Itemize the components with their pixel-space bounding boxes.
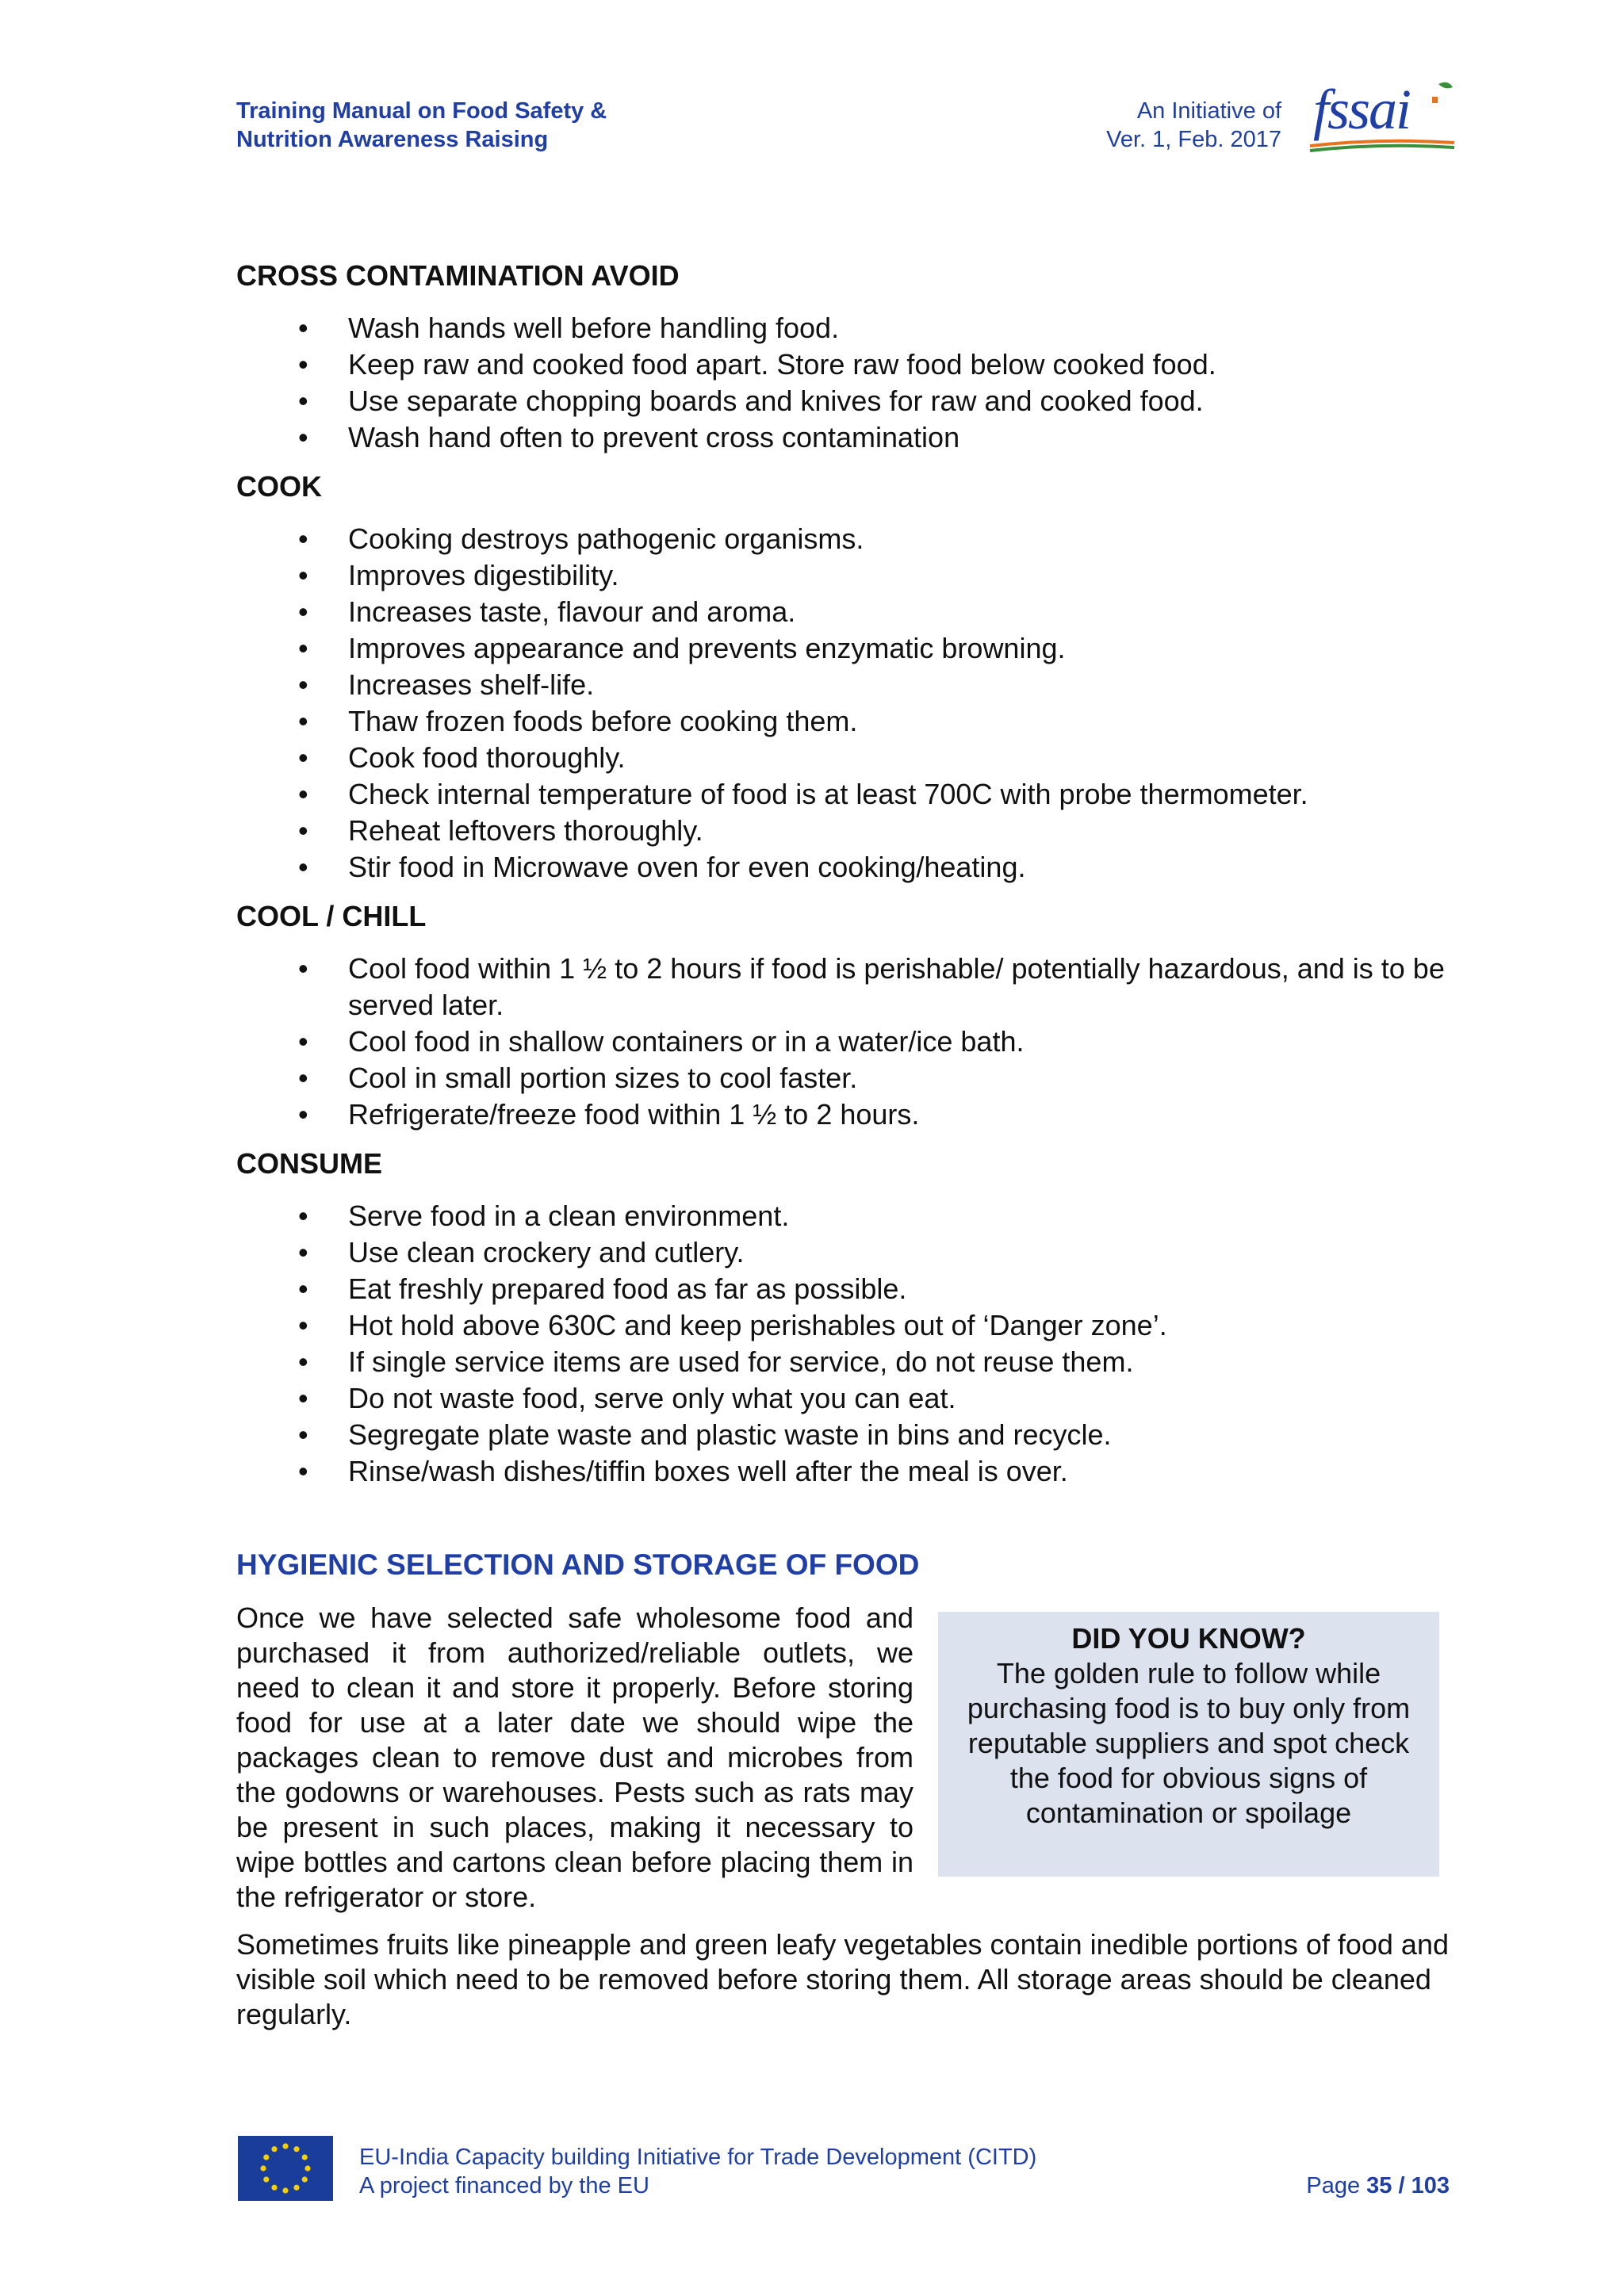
hygienic-paragraph-2: Sometimes fruits like pineapple and green leafy vegetables contain inedible portions of food and visible soil which need to be removed before storing them. All storage areas should be cleaned regularly.	[236, 1928, 1449, 2030]
list-item: • If single service items are used for service, do not reuse them.	[236, 1344, 1450, 1380]
header-title-line2: Nutrition Awareness Raising	[236, 127, 549, 152]
fssai-logo	[1307, 79, 1457, 155]
eu-star	[293, 2185, 299, 2191]
eu-star	[271, 2146, 277, 2152]
list-item: • Cool food in shallow containers or in a water/ice bath.	[236, 1024, 1450, 1060]
list-item: • Improves digestibility.	[236, 557, 1450, 594]
list-item: • Cooking destroys pathogenic organisms.	[236, 521, 1450, 557]
eu-flag-icon	[238, 2136, 333, 2201]
eu-star	[263, 2154, 269, 2160]
list-item: • Rinse/wash dishes/tiffin boxes well after the meal is over.	[236, 1453, 1450, 1490]
eu-star	[282, 2143, 288, 2149]
section-title-cool-chill: COOL / CHILL	[236, 900, 427, 932]
did-you-know-callout	[938, 1612, 1439, 1877]
header-title	[236, 97, 607, 154]
section-title-hygienic-selection: HYGIENIC SELECTION AND STORAGE OF FOOD	[236, 1548, 920, 1581]
did-you-know-title: DID YOU KNOW?	[1071, 1622, 1306, 1655]
eu-star	[293, 2146, 299, 2152]
section-title-cross-contamination: CROSS CONTAMINATION AVOID	[236, 259, 680, 292]
list-item: • Thaw frozen foods before cooking them.	[236, 703, 1450, 740]
did-you-know-text: The golden rule to follow while purchasing food is to buy only from reputable suppliers and spot check the food for obvious signs of contamination or spoilage	[967, 1657, 1411, 1829]
header-title-line1: Training Manual on Food Safety &	[236, 98, 607, 124]
list-item: • Keep raw and cooked food apart. Store raw food below cooked food.	[236, 346, 1450, 383]
page-count: 35 / 103	[1366, 2173, 1450, 2198]
list-item: • Serve food in a clean environment.	[236, 1198, 1450, 1234]
list-item: • Check internal temperature of food is at least 700C with probe thermometer.	[236, 776, 1450, 813]
footer-line1: EU-India Capacity building Initiative for Trade Development (CITD)	[359, 2145, 1037, 2170]
main-content	[236, 258, 1450, 1490]
list-consume	[236, 1198, 1450, 1490]
eu-star	[282, 2187, 288, 2193]
header-version: Ver. 1, Feb. 2017	[1106, 127, 1281, 152]
eu-star	[263, 2176, 269, 2182]
list-item: • Wash hands well before handling food.	[236, 310, 1450, 346]
footer-credits	[359, 2143, 1036, 2200]
list-item: • Eat freshly prepared food as far as possible.	[236, 1271, 1450, 1307]
eu-star	[304, 2165, 310, 2171]
list-cross-contamination	[236, 310, 1450, 456]
list-item: • Cool in small portion sizes to cool faster.	[236, 1060, 1450, 1096]
header-version-block	[1055, 97, 1281, 154]
list-cool-chill	[236, 951, 1450, 1133]
svg-text:fssai: fssai	[1313, 79, 1411, 141]
list-item: • Do not waste food, serve only what you can eat.	[236, 1380, 1450, 1417]
list-item: • Increases shelf-life.	[236, 667, 1450, 703]
list-item: • Use separate chopping boards and knives for raw and cooked food.	[236, 383, 1450, 419]
list-item: • Hot hold above 630C and keep perishables out of ‘Danger zone’.	[236, 1307, 1450, 1344]
list-cook	[236, 521, 1450, 886]
eu-star	[302, 2154, 308, 2160]
page-number	[1213, 2172, 1450, 2200]
eu-star	[260, 2165, 266, 2171]
list-item: • Refrigerate/freeze food within 1 ½ to 2 hours.	[236, 1096, 1450, 1133]
section-title-consume: CONSUME	[236, 1147, 383, 1180]
list-item: • Use clean crockery and cutlery.	[236, 1234, 1450, 1271]
eu-star	[271, 2185, 277, 2191]
list-item: • Cool food within 1 ½ to 2 hours if food is perishable/ potentially hazardous, and is to be served later.	[236, 951, 1450, 1024]
page-prefix: Page	[1306, 2173, 1367, 2198]
section-title-cook: COOK	[236, 470, 322, 503]
list-item: • Improves appearance and prevents enzymatic browning.	[236, 630, 1450, 667]
list-item: • Wash hand often to prevent cross contamination	[236, 419, 1450, 456]
list-item: • Cook food thoroughly.	[236, 740, 1450, 776]
eu-star	[302, 2176, 308, 2182]
list-item: • Reheat leftovers thoroughly.	[236, 813, 1450, 849]
list-item: • Stir food in Microwave oven for even cooking/heating.	[236, 849, 1450, 886]
list-item: • Increases taste, flavour and aroma.	[236, 594, 1450, 630]
footer-line2: A project financed by the EU	[359, 2173, 649, 2198]
hygienic-paragraph-1: Once we have selected safe wholesome food and purchased it from authorized/reliable outlets, we need to clean it and store it properly. Before storing food for use at a later date we should wipe the packages clean to remove dust and microbes from the godowns or warehouses. Pests such as rats may be present in such places, making it necessary to wipe bottles and cartons clean before placing them in the refrigerator or store.	[236, 1601, 914, 1913]
header-initiative: An Initiative of	[1136, 98, 1281, 124]
list-item: • Segregate plate waste and plastic waste in bins and recycle.	[236, 1417, 1450, 1453]
